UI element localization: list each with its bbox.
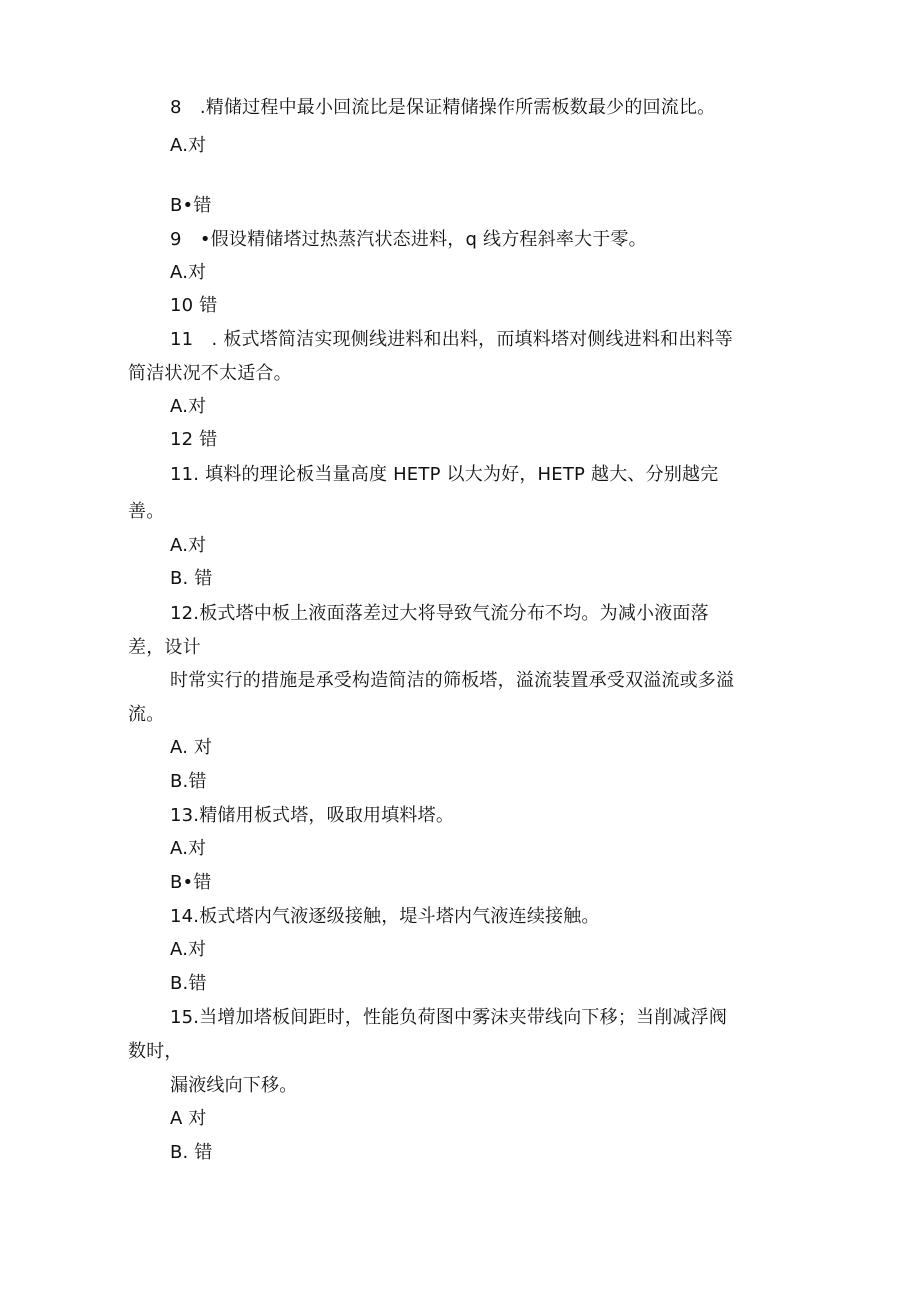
q8-option-b: B•错	[170, 195, 212, 216]
q12-option-b: B.错	[170, 771, 207, 792]
question-11b-text: 11. 填料的理论板当量高度 HETP 以大为好，HETP 越大、分别越完	[170, 464, 719, 485]
question-11-text-cont: 简洁状况不太适合。	[128, 363, 292, 384]
q13-option-a: A.对	[170, 838, 207, 859]
q15-option-b: B. 错	[170, 1142, 213, 1163]
question-12-text-cont: 差，设计	[128, 637, 201, 658]
q9-option-a: A.对	[170, 262, 207, 283]
q11-option-a: A.对	[170, 396, 207, 417]
q15-option-a: A 对	[170, 1108, 207, 1129]
q11b-option-b: B. 错	[170, 568, 213, 589]
q12-option-a: A. 对	[170, 737, 213, 758]
q11-option-b: 12 错	[170, 429, 218, 450]
q14-option-a: A.对	[170, 939, 207, 960]
q14-option-b: B.错	[170, 973, 207, 994]
q8-option-a: A.对	[170, 135, 207, 156]
question-8-text: 8 .精储过程中最小回流比是保证精储操作所需板数最少的回流比。	[170, 97, 716, 118]
question-13-text: 13.精储用板式塔，吸取用填料塔。	[170, 805, 455, 826]
question-9-text: 9 •假设精储塔过热蒸汽状态进料，q 线方程斜率大于零。	[170, 229, 647, 250]
question-12-text-cont3: 流。	[128, 704, 165, 725]
question-15-text-cont2: 漏液线向下移。	[170, 1075, 298, 1096]
question-11b-text-cont: 善。	[128, 501, 165, 522]
question-12-text-cont2: 时常实行的措施是承受构造简洁的筛板塔，溢流装置承受双溢流或多溢	[170, 670, 735, 691]
question-14-text: 14.板式塔内气液逐级接触，堤斗塔内气液连续接触。	[170, 906, 600, 927]
question-15-text-cont: 数时，	[128, 1041, 183, 1062]
question-11-text: 11 . 板式塔简洁实现侧线进料和出料，而填料塔对侧线进料和出料等	[170, 329, 733, 350]
q13-option-b: B•错	[170, 872, 212, 893]
q9-option-b: 10 错	[170, 295, 218, 316]
q11b-option-a: A.对	[170, 535, 207, 556]
question-15-text: 15.当增加塔板间距时，性能负荷图中雾沫夹带线向下移；当削减浮阀	[170, 1007, 728, 1028]
question-12-text: 12.板式塔中板上液面落差过大将导致气流分布不均。为减小液面落	[170, 603, 709, 624]
